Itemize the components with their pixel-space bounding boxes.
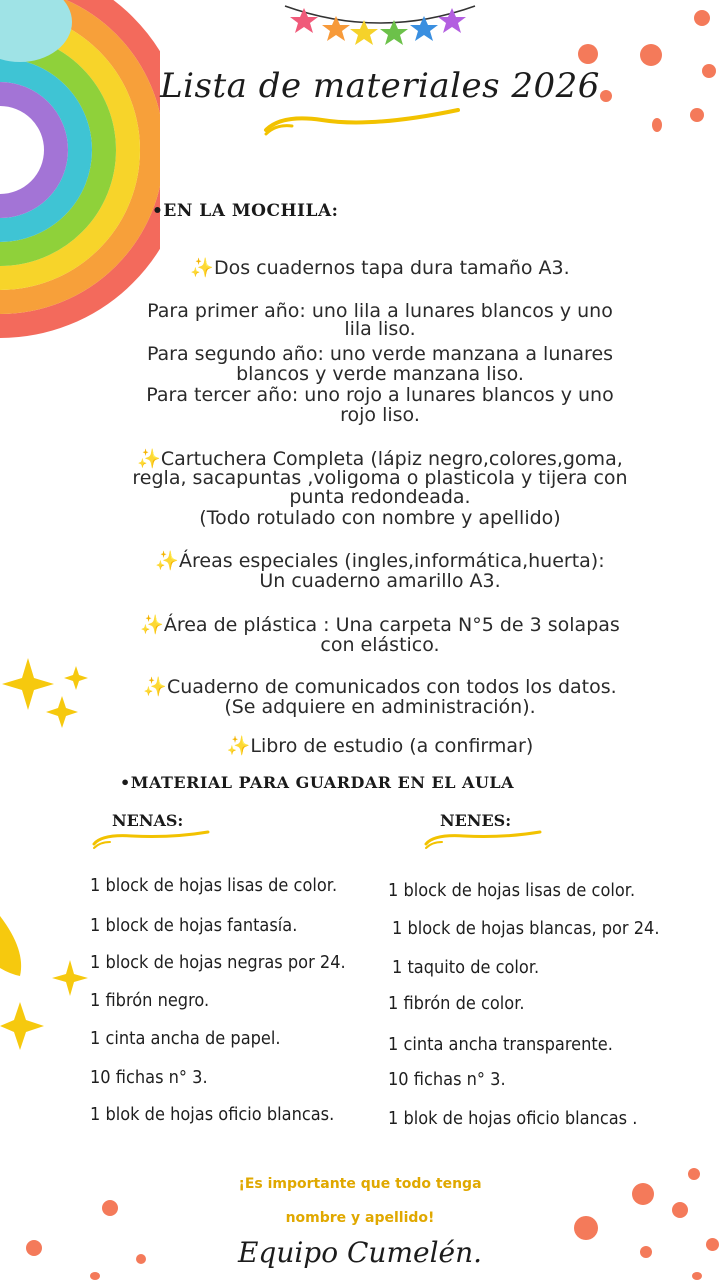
list-item: 1 blok de hojas oficio blancas. (90, 1104, 335, 1125)
list-item: 1 fibrón negro. (90, 990, 210, 1011)
list-item: 1 cinta ancha transparente. (388, 1034, 613, 1055)
star-garland-decoration (280, 0, 480, 60)
footer-reminder-line1: ¡Es importante que todo tenga (238, 1176, 482, 1192)
list-item: 1 block de hojas negras por 24. (90, 952, 346, 973)
page-title: Lista de materiales 2026 (160, 66, 600, 106)
list-item: 1 taquito de color. (392, 957, 540, 978)
list-item: 1 block de hojas lisas de color. (388, 880, 636, 901)
list-item: 1 block de hojas blancas, por 24. (392, 918, 660, 939)
rainbow-decoration (0, 0, 160, 340)
mochila-item-cuadernos: ✨Dos cuadernos tapa dura tamaño A3. (190, 257, 570, 279)
list-item: 1 block de hojas lisas de color. (90, 875, 338, 896)
mochila-item-comunicados: ✨Cuaderno de comunicados con todos los datos. (Se adquiere en administración). (143, 676, 617, 718)
list-item: 1 block de hojas fantasía. (90, 915, 298, 936)
list-item: 10 fichas n° 3. (388, 1069, 506, 1090)
list-item: 10 fichas n° 3. (90, 1067, 208, 1088)
footer-reminder-line2: nombre y apellido! (285, 1210, 435, 1226)
list-item: 1 cinta ancha de papel. (90, 1028, 281, 1049)
mochila-item-segundo-ano: Para segundo año: uno verde manzana a lunares blancos y verde manzana liso. (146, 343, 614, 385)
mochila-item-primer-ano: Para primer año: uno lila a lunares blancos y uno lila liso. (147, 300, 613, 340)
nenes-heading: NENES: (440, 811, 512, 830)
nenes-underline (424, 828, 544, 854)
aula-heading: •MATERIAL PARA GUARDAR EN EL AULA (120, 773, 515, 792)
list-item: 1 fibrón de color. (388, 993, 525, 1014)
mochila-item-plastica: ✨Área de plástica : Una carpeta N°5 de 3 solapas con elástico. (140, 614, 620, 656)
nenas-heading: NENAS: (112, 811, 184, 830)
list-item: 1 blok de hojas oficio blancas . (388, 1108, 638, 1129)
mochila-item-areas-especiales: ✨Áreas especiales (ingles,informática,huerta): Un cuaderno amarillo A3. (155, 550, 605, 592)
mochila-heading: •EN LA MOCHILA: (152, 201, 339, 221)
mochila-item-tercer-ano: Para tercer año: uno rojo a lunares blancos y uno rojo liso. (146, 384, 614, 426)
nenas-underline (92, 828, 212, 854)
sparkle-icon (0, 654, 100, 734)
title-underline (262, 104, 462, 144)
mochila-item-libro: ✨Libro de estudio (a confirmar) (226, 735, 534, 757)
mochila-item-cartuchera: ✨Cartuchera Completa (lápiz negro,colores,goma, regla, sacapuntas ,voligoma o plasticola y tijera con punta redondeada. (Todo rotulado con nombre y apellido) (132, 448, 628, 529)
signature: Equipo Cumelén. (237, 1236, 483, 1269)
moon-stars-icon (0, 910, 90, 1060)
